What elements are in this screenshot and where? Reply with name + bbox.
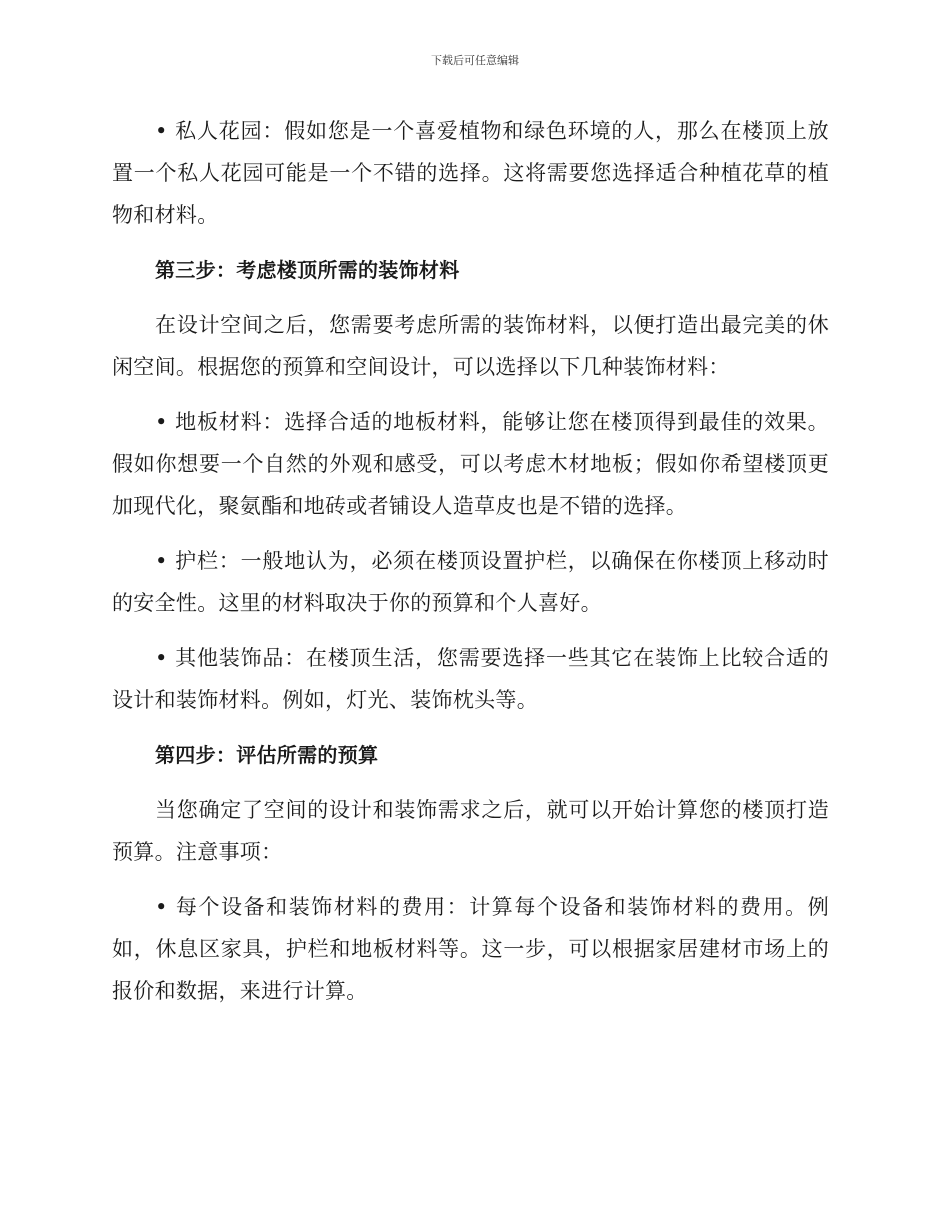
- paragraph-other-decorations: • 其他装饰品：在楼顶生活，您需要选择一些其它在装饰上比较合适的设计和装饰材料。例如，灯光、装饰枕头等。: [112, 646, 829, 712]
- paragraph-private-garden: • 私人花园：假如您是一个喜爱植物和绿色环境的人，那么在楼顶上放置一个私人花园可能是一个不错的选择。这将需要您选择适合种植花草的植物和材料。: [112, 119, 829, 227]
- document-body: [112, 110, 829, 1025]
- paragraph-equipment-cost: • 每个设备和装饰材料的费用：计算每个设备和装饰材料的费用。例如，休息区家具，护栏和地板材料等。这一步，可以根据家居建材市场上的报价和数据，来进行计算。: [112, 895, 829, 1003]
- page-header: 下载后可任意编辑: [431, 54, 519, 67]
- paragraph-railing: • 护栏：一般地认为，必须在楼顶设置护栏，以确保在你楼顶上移动时的安全性。这里的材料取决于你的预算和个人喜好。: [112, 549, 829, 615]
- heading-step-four: 第四步：评估所需的预算: [155, 743, 379, 767]
- paragraph-decoration-intro: 在设计空间之后，您需要考虑所需的装饰材料，以便打造出最完美的休闲空间。根据您的预算和空间设计，可以选择以下几种装饰材料：: [112, 313, 829, 379]
- heading-step-three: 第三步：考虑楼顶所需的装饰材料: [155, 258, 460, 282]
- paragraph-floor-materials: • 地板材料：选择合适的地板材料，能够让您在楼顶得到最佳的效果。假如你想要一个自然的外观和感受，可以考虑木材地板；假如你希望楼顶更加现代化，聚氨酯和地砖或者铺设人造草皮也是不错的选择。: [112, 410, 829, 518]
- paragraph-budget-intro: 当您确定了空间的设计和装饰需求之后，就可以开始计算您的楼顶打造预算。注意事项：: [112, 798, 829, 864]
